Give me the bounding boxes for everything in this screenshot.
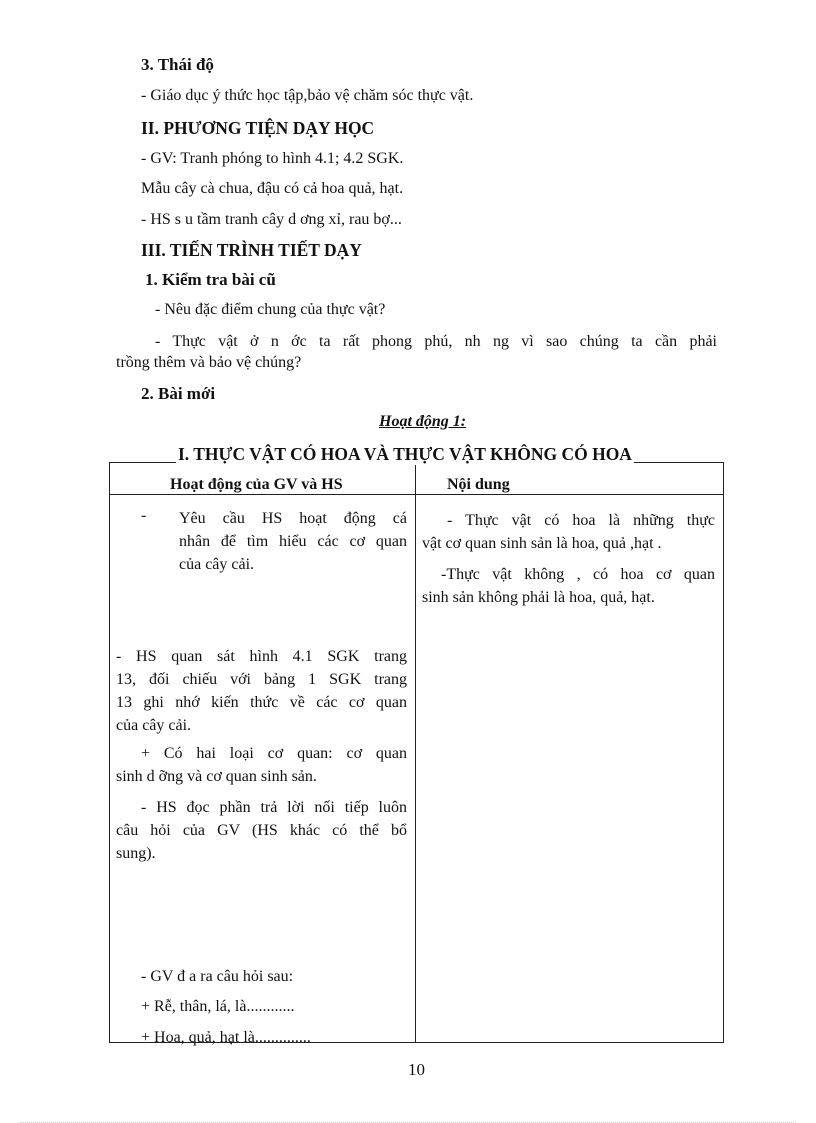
left-p1-line-2: nhân để tìm hiểu các cơ quan: [179, 533, 407, 550]
gv-line: - GV: Tranh phóng to hình 4.1; 4.2 SGK.: [141, 150, 404, 167]
section-3-line: - Giáo dục ý thức học tập,bảo vệ chăm sóc thực vật.: [141, 87, 474, 104]
right-p1-line-1: - Thực vật có hoa là những thực: [447, 512, 715, 529]
left-p3-line-2: sinh d ỡng và cơ quan sinh sản.: [116, 768, 317, 785]
question-2-line-2: trồng thêm và bảo vệ chúng?: [116, 354, 302, 371]
left-p7: + Hoa, quả, hạt là..............: [141, 1029, 311, 1046]
right-p1-line-2: vật cơ quan sinh sản là hoa, quả ,hạt .: [422, 535, 662, 552]
left-p2-line-1: - HS quan sát hình 4.1 SGK trang: [116, 648, 407, 665]
left-p1-line-1: Yêu cầu HS hoạt động cá: [179, 510, 407, 527]
mau-line: Mẫu cây cà chua, đậu có cả hoa quả, hạt.: [141, 180, 404, 197]
section-iii-heading: III. TIẾN TRÌNH TIẾT DẠY: [141, 240, 362, 260]
question-1: - Nêu đặc điểm chung của thực vật?: [155, 301, 386, 318]
left-p6: + Rễ, thân, lá, là............: [141, 998, 295, 1015]
section-i-title: I. THỰC VẬT CÓ HOA VÀ THỰC VẬT KHÔNG CÓ HOA: [178, 444, 632, 464]
hs-line: - HS s u tầm tranh cây d ơng xỉ, rau bợ...: [141, 211, 402, 228]
table-header-divider: [109, 494, 724, 495]
left-p1-line-3: của cây cải.: [179, 556, 255, 573]
table-col2-header: Nội dung: [447, 476, 510, 493]
hoatdong-title: Hoạt động 1:: [379, 413, 467, 430]
question-2-line-1: - Thực vật ở n ớc ta rất phong phú, nh ng vì sao chúng ta cần phải: [155, 333, 717, 350]
left-p2-line-2: 13, đối chiếu với bảng 1 SGK trang: [116, 671, 407, 688]
left-p5: - GV đ a ra câu hỏi sau:: [141, 968, 294, 985]
section-ii-heading: II. PHƯƠNG TIỆN DẠY HỌC: [141, 118, 375, 138]
left-p4-line-3: sung).: [116, 845, 156, 862]
left-p4-line-1: - HS đọc phần trả lời nối tiếp luôn: [141, 799, 407, 816]
baimoi-title: 2. Bài mới: [141, 384, 216, 403]
kiemtra-title: 1. Kiểm tra bài cũ: [145, 270, 276, 289]
left-p3-line-1: + Có hai loại cơ quan: cơ quan: [141, 745, 407, 762]
left-p2-line-3: 13 ghi nhớ kiến thức về các cơ quan: [116, 694, 407, 711]
left-p2-line-4: của cây cải.: [116, 717, 192, 734]
right-p2-line-1: -Thực vật không , có hoa cơ quan: [441, 566, 715, 583]
section-3-title: 3. Thái độ: [141, 55, 214, 74]
left-p4-line-2: câu hỏi của GV (HS khác có thể bổ: [116, 822, 407, 839]
table-col1-header: Hoạt động của GV và HS: [170, 476, 343, 493]
table-column-divider: [415, 462, 416, 1043]
left-p1-dash: -: [141, 507, 147, 524]
page-number: 10: [408, 1060, 425, 1079]
right-p2-line-2: sinh sản không phải là hoa, quả, hạt.: [422, 589, 655, 606]
